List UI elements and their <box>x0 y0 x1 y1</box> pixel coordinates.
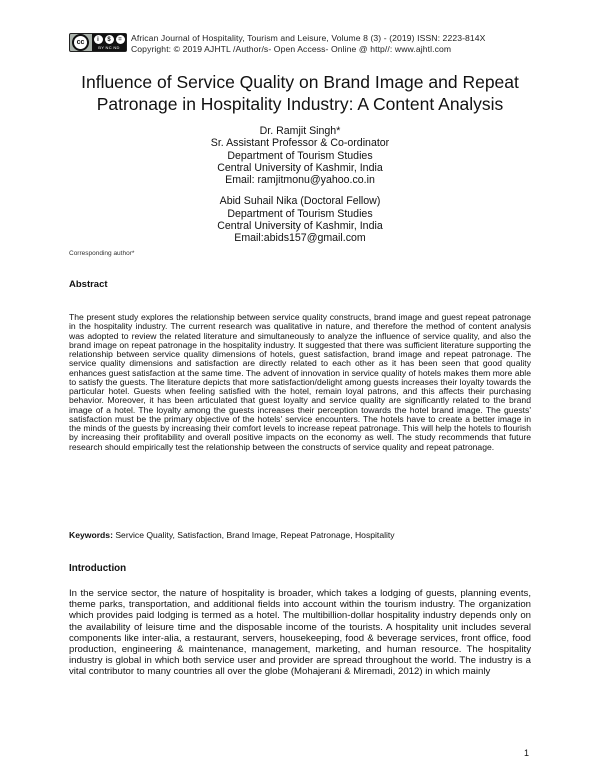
introduction-text: In the service sector, the nature of hospitality is broader, which takes a lodging of guests, planning events, theme parks, transportation, and additional fields into account within the tourism industry. The organization which provides paid lodging is termed as a hotel. The multibillion-dollar hospitality industry depends only on the availability of leisure time and the disposable income of the tourists. A hospitality unit includes several components like inter-alia, a restaurant, servers, housekeeping, food & beverage services, front office, food production, engineering & maintenance, management, marketing, and human resource. The hospitality industry is global in which both service user and provider are spread throughout the world. The industry is a vital contributor to many countries all over the globe (Mohajerani & Miremadi, 2012) in which mainly <box>69 588 531 678</box>
journal-header <box>131 33 551 55</box>
journal-citation: African Journal of Hospitality, Tourism and Leisure, Volume 8 (3) - (2019) ISSN: 2223-814X <box>131 33 486 43</box>
journal-copyright: Copyright: © 2019 AJHTL /Author/s- Open Access- Online @ http//: www.ajhtl.com <box>131 44 452 54</box>
keywords-text: Service Quality, Satisfaction, Brand Image, Repeat Patronage, Hospitality <box>112 530 395 540</box>
author2-email[interactable]: Email:abids157@gmail.com <box>234 232 366 245</box>
paper-title <box>40 71 560 115</box>
keywords-line <box>69 530 531 540</box>
license-terms-block <box>92 34 126 51</box>
author2-name: Abid Suhail Nika (Doctoral Fellow) <box>219 195 381 208</box>
author1-department: Department of Tourism Studies <box>227 149 373 162</box>
author1-university: Central University of Kashmir, India <box>217 161 383 174</box>
cc-license-badge[interactable] <box>69 33 127 52</box>
license-terms: BY NC ND <box>98 45 120 50</box>
abstract-heading: Abstract <box>69 279 108 290</box>
noncommercial-icon: $ <box>105 35 114 44</box>
by-attribution-icon: i <box>94 35 103 44</box>
author1-name: Dr. Ramjit Singh* <box>259 125 341 137</box>
noderivatives-icon: = <box>116 35 125 44</box>
keywords-label: Keywords: <box>69 530 113 540</box>
cc-icon: cc <box>72 34 89 51</box>
author1-email[interactable]: Email: ramjitmonu@yahoo.co.in <box>225 174 375 187</box>
author-block <box>170 125 430 245</box>
author1-position: Sr. Assistant Professor & Co-ordinator <box>210 137 390 150</box>
paper-title-line1: Influence of Service Quality on Brand Image and Repeat <box>81 72 519 92</box>
introduction-heading: Introduction <box>69 563 127 574</box>
page-number: 1 <box>524 748 530 758</box>
corresponding-author-note: Corresponding author* <box>69 250 135 257</box>
author2-university: Central University of Kashmir, India <box>217 220 383 233</box>
author2-department: Department of Tourism Studies <box>227 207 373 220</box>
paper-title-line2: Patronage in Hospitality Industry: A Content Analysis <box>96 94 504 114</box>
abstract-text: The present study explores the relationship between service quality constructs, brand image and guest repeat patronage in the hospitality industry. The current research was qualitative in nature, and therefore the method of content analysis was adopted to review the related literature and simultaneously to analyze the influence of service quality, and also the brand image on repeat patronage in the hospitality industry. It suggested that there was sufficient literature supporting the relationship between service quality dimensions of hotels, guest satisfaction, brand image and repeat patronage. The service quality dimensions and satisfaction are directly related to each other as it has been seen that good quality enhances guest satisfaction at the same time. The advent of innovation in service quality of hotels makes them more able to satisfy the guests. The literature depicts that more satisfaction/delight among guests increases their loyalty towards the particular hotel. Guests when feeling satisfied with the hotel, remain loyal patrons, and this affects their purchasing behavior. Moreover, it has been articulated that guest loyalty and service quality are significantly related to the brand image of a hotel. The loyalty among the guests increases their perception towards the hotel brand image. The guests' satisfaction must be the primary objective of the hotels' service encounters. The hotels have to create a better image in the minds of the guests by increasing their comfort levels to increase repeat patronage. This will help the hotels to flourish by increasing their profitability and overall positive impacts on the economy as well. The study recommends that future research should empirically test the relationship between the constructs of service quality and repeat patronage. <box>69 312 531 452</box>
